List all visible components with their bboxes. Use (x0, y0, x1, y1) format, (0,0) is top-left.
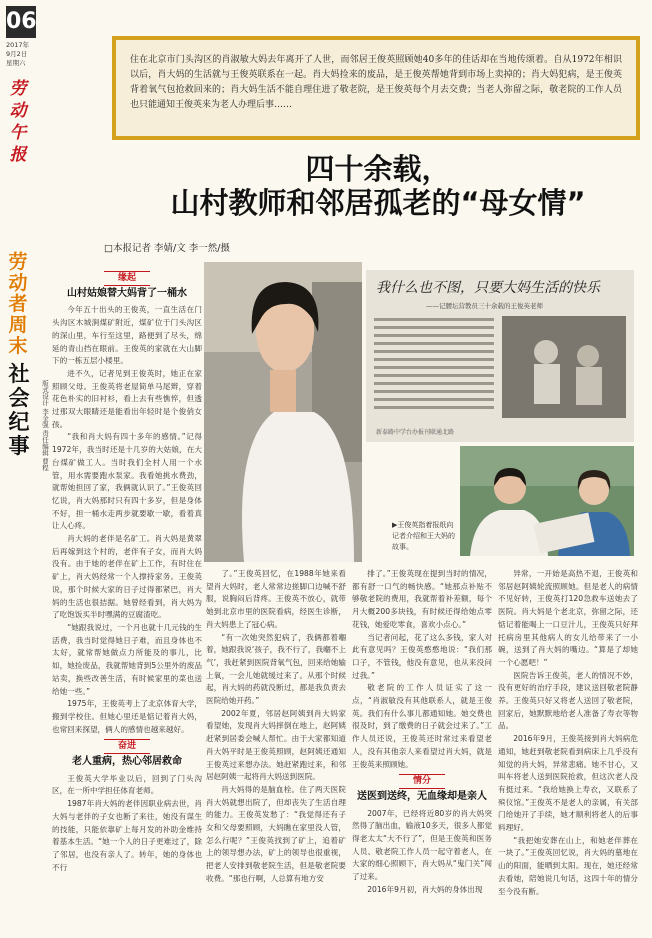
paragraph-list (352, 568, 492, 771)
body-paragraph: 2016年9月初，肖大妈的身体出现 (367, 884, 483, 894)
clipping-headline: 我什么也不图，只要大妈生活的快乐 (376, 280, 600, 296)
subhead-tag: 情分 (399, 774, 445, 789)
article-column-1 (52, 268, 202, 874)
issue-date (6, 41, 29, 68)
subhead-bond (352, 774, 492, 803)
article-column-2 (206, 568, 346, 886)
body-paragraph: 肖大妈的老伴是名矿工。肖大妈是黄翠后再嫁到这个村的，老伴有子女，而肖大妈没有。由于她的老伴在矿上工作，有时住在矿上，肖大妈经常一个人撑持家务。王俊英说，那个时候大家的日子过得都紧巴，肖大妈的生活也很拮据。她曾经看到，肖大妈为了吃饱饭买半时嘿满的豆腐渣吃。 (52, 534, 202, 620)
body-paragraph: 进不久，记者见到王俊英时，她正在家照顾父母。王俊英将老屋简单马尾辫，穿着花色朴实的旧衬衫，看上去有些憔悴，但透过那双大眼睛还是能看出年轻时是个俊俏女孩。 (52, 368, 202, 429)
date-year: 2017年 (6, 41, 30, 49)
logo-char: 劳 (9, 79, 27, 99)
byline: □本报记者 李婧/文 李一然/摄 (104, 243, 230, 254)
editor-credits: 版式设计 李金强 责任编辑 曹程 (41, 380, 49, 471)
paragraph-list (352, 808, 492, 897)
left-rail (0, 0, 50, 938)
body-paragraph: 1987年肖大妈的老伴因职业病去世，肖大妈与老伴的子女也断了来往，她没有谋生的技能，只能依靠矿上每月发的补助金维持着基本生活。“她一个人的日子更难过了，除了邻居，也没有亲人了。转年，她的身体也不行 (52, 799, 202, 872)
subhead-title: 老人重病，热心邻居救命 (72, 756, 182, 768)
paragraph-list (206, 568, 346, 886)
section-char: 事 (8, 434, 30, 458)
body-paragraph: 了。”王俊英回忆，在1988年她来看望肖大妈时，老人常常边搓脚口边喊不舒服，说胸闷后背疼。王俊英不放心，就带她到北京市里的医院看病，经医生诊断，肖大妈患上了冠心病。 (206, 569, 346, 629)
body-paragraph: “有一次她突然犯病了，我俩都着嗰着，她跟我说‘孩子，我不行了，我嗰不上气’，我赶紧到医院背氧气包，回来给她输上氧，一会儿她就缓过来了。从那个时候起，肖大妈的药就没断过，都是我负责去医院给她开药。” (206, 632, 346, 706)
body-paragraph: “我和肖大妈有四十多年的感情。”记得1972年，我当时还是十几岁的大姑娘，在大台煤矿做工人。当时我们全村人用一个水管，用水需要跑水泵家。我看她挑水费劲，就帮她担回了家，我俩就认识了。”王俊英回忆说，肖大妈那时只有四十多岁，但是身体不好，担一桶水走两步就要歇一歇，看着真让人心疼。 (52, 432, 202, 531)
subhead-title: 送医到送终，无血缘却是亲人 (357, 790, 487, 802)
subhead-tag: 缘起 (104, 271, 150, 286)
article-column-4 (498, 568, 638, 898)
column-char: 周 (8, 314, 28, 336)
logo-char: 报 (9, 145, 27, 165)
body-paragraph: 2002年夏，邻居赵阿姨到肖大妈家看望她，发现肖大妈摔倒在地上，赵阿姨赶紧到居委会喊人帮忙。由于大家都知道肖大妈平时是王俊英照顾，赵阿姨还通知王俊英过来想办法。她赶紧跑过来，和邻居赵阿姨一起将肖大妈送到医院。 (206, 708, 346, 782)
subhead-tag: 奋进 (104, 739, 150, 754)
section-title (4, 362, 34, 458)
subhead-origin (52, 271, 202, 300)
body-paragraph: 异常，一开始是高热不退，王俊英和邻居赵阿姨轮流照顾她。但是老人的病情不见好转，王俊英打120急救车送她去了医院。肖大妈是个老北京，弥留之际，还惦记着能喝上一口豆汁儿，王俊英只好拜托病房里其他病人的女儿给带来了一小碗，送到了肖大妈的嘴边。“算是了却她一个心愿吧！” (498, 569, 638, 667)
date-weekday: 星期六 (6, 59, 26, 67)
body-paragraph: 敬老院的工作人员证实了这一点，“肖淑敏没有其他联系人，就是王俊英。我们有什么事儿都通知她。她交费也很及时，到了缴费的日子就会过来了。”工作人员还说，王俊英还时常过来看望老人，没有其他亲人来看望过肖大妈，就是王俊英来照顾她。 (352, 683, 492, 769)
column-char: 末 (8, 335, 28, 357)
body-paragraph: 王俊英大学毕业以后，回到了门头沟区，在一所中学担任体育老师。 (52, 773, 202, 796)
subhead-progress (52, 739, 202, 768)
page-number: 06 (6, 6, 36, 38)
column-char: 劳 (8, 251, 28, 273)
body-paragraph: 医院告诉王俊英，老人的情况不妙，没有更好的治疗手段，建议送回敬老院静养。王俊英只好又将老人送回了敬老院，回家后，她默默地给老人准备了寿衣等物品。 (498, 670, 638, 731)
date-day: 9月2日 (6, 50, 28, 58)
column-char: 动 (8, 272, 28, 294)
body-paragraph: 1975年，王俊英考上了北京体育大学，搬到学校住。但她心里还是惦记着肖大妈，也常回来探望，俩人的感情也越来越好。 (52, 699, 202, 734)
logo-char: 动 (9, 101, 27, 121)
headline-line-1: 四十余载， (305, 152, 451, 186)
body-paragraph: 2016年9月，王俊英接到肖大妈病危通知，她赶到敬老院看到病床上几乎没有知觉的肖大妈，异常悲痛。她不甘心，又叫车将老人送到医院抢救，但这次老人没有挺过来。“我给她换上寿衣，又联系了殡仪馆。”王俊英不是老人的亲属，有关部门给她开了手续，她才顺利将老人的后事料理好。 (498, 734, 638, 833)
body-paragraph: 今年五十出头的王俊英，一直生活在门头沟区木城涧煤矿附近，煤矿位于门头沟区的深山里，车行至这里，路便到了尽头，绵延的青山挡在眼前。王俊英的家就在大山脚下的一栋五层小楼里。 (52, 305, 202, 366)
headline-line-2: 山村教师和邻居孤老的“母女情” (170, 186, 586, 220)
intro-text: 住在北京市门头沟区的肖淑敏大妈去年离开了人世，而邻居王俊英照顾她40多年的佳话却在当地传颂着。自从1972年相识以后，肖大妈的生活就与王俊英联系在一起。肖大妈捡来的废品，是王俊英帮她背到市场上卖掉的；肖大妈犯病，是王俊英背着氧气包抢救回来的；肖大妈生活不能自理住进了敬老院，是王俊英每个月去交费；当老人弥留之际，敬老院的工作人员也只能通知王俊英来为老人办理后事…… (130, 55, 622, 110)
clipping-subhead: ——记腰坛营教员三十余载的王俊英老师 (426, 302, 543, 310)
body-paragraph: “我把她安葬在山上，和她老伴葬在一块了。”王俊英回忆说，肖大妈的墓地在山的阳面，能晒到太阳。现在，她还经常去看她，陪她说几句话，这四十年的情分至今没有断。 (498, 835, 638, 896)
paragraph-list (52, 773, 202, 875)
article-column-3 (352, 568, 492, 897)
section-char: 社 (8, 362, 30, 386)
body-paragraph: 肖大妈得的是脑血栓。住了两天医院肖大妈就想出院了，但却丧失了生活自理的能力。王俊英发愁了：“我觉得还有子女和父母要照顾，大妈瞧在家里没人管，怎么行呢？”王俊英找到了矿上，追着矿上的领导想办法，矿上的领导也很重视，把老人安排到敬老院生活，但是敬老院要收费。“那也行啊，人总算有地方安 (206, 784, 346, 883)
paragraph-list (52, 304, 202, 736)
headline (108, 152, 648, 220)
newspaper-clipping-photo (366, 270, 634, 442)
section-char: 会 (8, 386, 30, 410)
intro-box (112, 36, 640, 140)
portrait-photo (204, 262, 362, 562)
section-char: 纪 (8, 410, 30, 434)
photo-caption: ▶王俊英指着报纸向记者介绍和王大妈的故事。 (392, 521, 455, 551)
body-paragraph: 2007年，已经将近80岁的肖大妈突然得了脑出血，输液10多天，很多人都觉得老太太“大不行了”，但是王俊英和医务人员、敬老院工作人员一起守着老人，在大家的细心照顾下，肖大妈从“鬼门关”闯了过来。 (352, 808, 492, 882)
clipping-footer: 新泰路中学台办报刊联通北路 (376, 429, 455, 436)
body-paragraph: 当记者问起，花了这么多钱，家人对此有意见吗？王俊英憨憨地说：“我们那口子，不管钱，他没有意见，也从来没问过我。” (352, 632, 492, 680)
logo-char: 午 (9, 123, 27, 143)
column-name (5, 252, 31, 357)
newspaper-logo (4, 78, 32, 166)
paragraph-list (498, 568, 638, 898)
subhead-title: 山村姑娘替大妈背了一桶水 (67, 287, 187, 299)
body-paragraph: “她跟我说过，一个月也就十几元钱的生活费，我当时觉得她日子难，而且身体也不太好，就常帮她做点力所能及的事儿，比如，她捡废品，我就帮她背到5公里外的废品站卖，换些改善生活，有时候家里的菜也送给她一些。” (52, 622, 202, 696)
reading-photo (460, 446, 634, 556)
body-paragraph: 排了。”王俊英现在提到当时的情况，都有舒一口气的畅快感。“她那点补贴不够敬老院的费用，我就帮着补差额，每个月大概200多块钱，有时候还得给她点零花钱，她爱吃零食，喜欢小点心。” (352, 569, 492, 629)
column-char: 者 (8, 293, 28, 315)
